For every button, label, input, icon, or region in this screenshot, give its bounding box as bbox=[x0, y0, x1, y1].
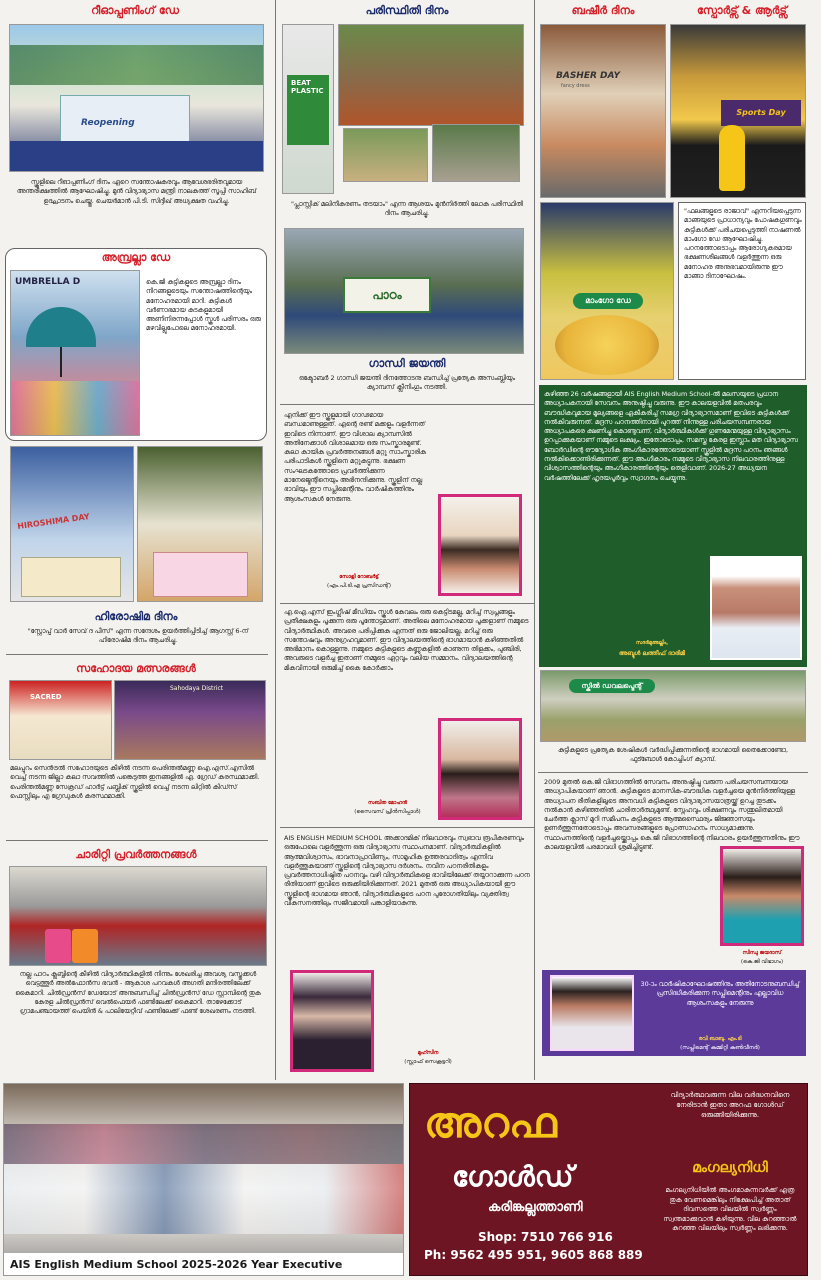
basheer-photo: BASHER DAY fancy dress bbox=[540, 24, 666, 198]
sahodaya-photo-2: Sahodaya District bbox=[114, 680, 266, 760]
sahodaya-text: മലപ്പുറം സെൻട്രൽ സഹോദയുടെ കീഴിൽ നടന്ന പെരിന്തൽമണ്ണ ഐ.എസ്.എസിൽ വെച്ച് നടന്ന ജില്ലാ കലാ സവത്തിൽ പങ്കെടുത്ത ഇനങ്ങളിൽ എ. ഗ്രേഡ് കരസ്ഥമാക്കി. പെരിന്തൽമണ്ണ സേക്രഡ് ഹാർട്ട് പബ്ലിക് സ്കൂളിൽ വെച്ച് നടന്ന ലിറ്റിൽ കിഡ്സ് ഫെസ്റ്റിലും എ ഗ്രേഡുകൾ കരസ്ഥമാക്കി. bbox=[10, 764, 260, 800]
ad-place: കരിങ്കല്ലത്താണി bbox=[488, 1200, 583, 1215]
environment-photo-2 bbox=[343, 128, 428, 182]
ravi-avatar bbox=[550, 975, 634, 1051]
umbrella-icon bbox=[26, 307, 96, 347]
basheer-heading: ബഷീർ ദിനം bbox=[571, 4, 635, 17]
sabitha-role: (സൈവസ് പ്രിൻസിപ്പാൾ) bbox=[354, 809, 421, 815]
arafa-gold-ad bbox=[409, 1083, 808, 1276]
soly-avatar bbox=[438, 494, 522, 596]
ad-shop-phone: Shop: 7510 766 916 bbox=[478, 1230, 613, 1244]
skill-photo bbox=[540, 670, 806, 742]
umbrella-heading: അമ്പ്രല്ലാ ഡേ bbox=[101, 251, 171, 264]
muhsina-message: AIS ENGLISH MEDIUM SCHOOL അക്കാദമിക് നിലവാരവും സ്വഭാവ രൂപീകരണവും ഒരുപോലെ വളർത്തുന്ന ഒരു വിദ്യാഭ്യാസ സ്ഥാപനമാണ്. വിദ്യാർത്ഥികളിൽ ആത്മവിശ്വാസം, ഭാവനാപ്രാവീണ്യം, സാമൂഹിക ഉത്തരവാദിത്വം എന്നിവ വളർത്തുകയാണ് സ്കൂളിന്റെ വിദ്യാഭ്യാസ ദർശനം. നവീന പഠനരീതികളും പ്രവർത്തനാധിഷ്ഠിത പഠനവും വഴി വിദ്യാർത്ഥികളെ ഭാവിയിലേക്ക് തയ്യാറാക്കുന്ന പഠന രീതിയാണ് ഇവിടെ ഒരുക്കിയിരിക്കുന്നത്. 2021 മുതൽ ഒരു അധ്യാപികയായി ഈ സ്കൂളിന്റെ ഭാഗമായ ഞാൻ, വിദ്യാർത്ഥികളുടെ പഠന പുരോഗതിയിലും വ്യക്തിത്വ വികസനത്തിലും സജീവമായി പങ്കാളിയാകുന്നു. bbox=[284, 834, 530, 907]
environment-text: "പ്ലാസ്റ്റിക് മലിനീകരണം തടയാം" എന്ന ആശയം മുൻനിർത്തി ലോക പരിസ്ഥിതി ദിനം ആചരിച്ചു. bbox=[290, 200, 524, 218]
gandhi-text: ഒക്ടോബർ 2 ഗാന്ധി ജയന്തി ദിനത്തോടനു ബന്ധിച്ച് പ്രത്യേക അസംബ്ലിയും ക്യാമ്പസ് ക്ലീനിംഗും നടത്തി. bbox=[298, 374, 516, 392]
hiroshima-photo-1: HIROSHIMA DAY bbox=[10, 446, 134, 602]
mango-heading: മാംഗോ ഡേ bbox=[573, 293, 643, 309]
reopening-heading: റീഓപ്പണിംഗ് ഡേ bbox=[91, 4, 179, 17]
soly-message: എനിക്ക് ഈ സ്കൂളുമായി ഗാഢമായ ബന്ധമാണുള്ളത്. എന്റെ രണ്ട് മക്കളും വളർന്നത് ഇവിടെ നിന്നാണ്. ഈ വിശാല ക്യാമ്പസിൽ അതിനേക്കാൾ വിശാലമായ ഒരു സംസ്കാരമുണ്ട്. കലാ കായിക പ്രവർത്തനങ്ങൾ മറ്റു സാംസ്കാരിക പരിപാടികൾ സ്കൂളിനെ മറ്റുകുട്ടുന്നു. ഭക്ഷണ സംഘടകത്തോടെ പ്രവർത്തിക്കുന്ന മാനേജ്മെന്റിനെയും അഭിനന്ദിക്കുന്നു. സ്കൂളിന് നല്ല ഭാവിയും ഈ സപ്ലിമെന്റിനും വാർഷികത്തിനും ആശംസകൾ നേരുന്നു. bbox=[284, 411, 427, 503]
ad-tagline: വിദ്യാർത്ഥവരുന്ന വില വർദ്ധനവിനെ നേരിടാൻ ഇതാ അറഫ ഗോൾഡ് ഒരുങ്ങിയിരിക്കുന്നു. bbox=[670, 1091, 790, 1120]
ad-gold: ഗോൾഡ് bbox=[452, 1160, 574, 1193]
sahodaya-photo-1: SACRED bbox=[9, 680, 112, 760]
executive-caption: AIS English Medium School 2025-2026 Year Executive bbox=[10, 1258, 343, 1271]
paatam-banner: പാഠം bbox=[343, 277, 431, 313]
principal-avatar bbox=[710, 556, 802, 660]
gandhi-heading: ഗാന്ധി ജയന്തി bbox=[368, 357, 446, 370]
gandhi-photo bbox=[284, 228, 524, 354]
charity-heading: ചാരിറ്റി പ്രവർത്തനങ്ങൾ bbox=[75, 848, 197, 861]
muhsina-avatar bbox=[290, 970, 374, 1072]
plastic-poster: BEAT PLASTIC bbox=[282, 24, 334, 194]
sports-arts-heading: സ്പോർട്സ് & ആർട്സ് bbox=[697, 4, 787, 17]
skill-heading: സ്കിൽ ഡവലപ്മെന്റ് bbox=[569, 679, 655, 693]
hiroshima-photo-2 bbox=[137, 446, 263, 602]
hiroshima-text: "സ്റ്റോപ്പ് വാർ സേവ് ദ പീസ്" എന്ന സന്ദേശം ഉയർത്തിപ്പിടിച്ച് ആഗസ്റ്റ് 6-ന് ഹിരോഷിമ ദിനം ആചരിച്ചു. bbox=[27, 627, 249, 645]
hiroshima-heading: ഹിരോഷിമ ദിനം bbox=[94, 610, 178, 623]
ad-phone: Ph: 9562 495 951, 9605 868 889 bbox=[424, 1248, 643, 1262]
reopening-banner: Reopening bbox=[60, 95, 190, 150]
ad-scheme-text: മംഗല്യനിധിയിൽ അംഗമാകുന്നവർക്ക് എത്ര തുക വേണമെങ്കിലും നിക്ഷേപിച്ച് അതാത് ദിവസത്തെ വിലയിൽ സ്വർണ്ണം സ്വന്തമാക്കുവാൻ കഴിയുന്നു. വില കുറഞ്ഞാൽ കുറഞ്ഞ വിലയിലും സ്വർണ്ണം ലഭിക്കുന്നു. bbox=[663, 1186, 797, 1233]
environment-photo-1 bbox=[338, 24, 524, 126]
sindhu-avatar bbox=[720, 846, 804, 946]
environment-heading: പരിസ്ഥിതി ദിനം bbox=[365, 4, 449, 17]
soly-role: (എം.പി.ടി.എ പ്രസിഡന്റ്) bbox=[326, 583, 392, 589]
umbrella-text: കെ.ജി കുട്ടികളുടെ അമ്പ്രല്ലാ ദിനം നിറങ്ങളുടെയും സന്തോഷത്തിന്റെയും മനോഹരമായി മാറി. കുട്ടികൾ വർണാഭമായ കുടകളുമായി അണിനിരന്നപ്പോൾ സ്കൂൾ പരിസരം ഒരു മഴവില്ലുപോലെ മനോഹരമായി. bbox=[146, 278, 261, 333]
muhsina-name: മുഹ്സിന bbox=[417, 1050, 439, 1056]
charity-text: നല്ല പാഠം ക്ലബ്ബിന്റെ കീഴിൽ വിദ്യാർത്ഥികളിൽ നിന്നും ശേഖരിച്ച അവശ്യ വസ്തുക്കൾ വെട്ടത്തൂർ അൽഫോൻസ ഭവൻ - ആകാശ പറവകൾ അഗതി മന്ദിരത്തിലേക്ക് കൈമാറി. ചിൽഡ്രൻസ് ഡേയോട് അനുബന്ധിച്ച് ചിൽഡ്രൻസ് ഡേ സ്റ്റാമ്പിന്റെ തുക കേരള ചിൽഡ്രൻസ് വെൽഫെയർ ഫണ്ടിലേക്ക് കൈമാറി. താഴേക്കോട് ഗ്രാമപഞ്ചായത്ത് പെയിൻ & പാലിയേറ്റീവ് ഫണ്ടിലേക്ക് ഫണ്ട് ശേഖരണം നടത്തി. bbox=[15, 970, 261, 1016]
sahodaya-heading: സഹോദയ മത്സരങ്ങൾ bbox=[76, 662, 196, 675]
mango-photo bbox=[540, 202, 674, 380]
ravi-role: (സപ്ലിമെന്റ് കമ്മിറ്റി കൺവീനർ) bbox=[680, 1045, 760, 1051]
ad-brand: അറഫ bbox=[424, 1098, 557, 1147]
sindhu-role: (കെ.ജി വിഭാഗം) bbox=[740, 959, 784, 965]
ravi-message: 30-ാം വാർഷികാഘോഷത്തിനും അതിനോടനുബന്ധിച്ച് പ്രസിദ്ധീകരിക്കുന്ന സപ്ലിമെന്റിനും എല്ലാവിധ ആശംസകളും നേരുന്നു bbox=[640, 980, 800, 1007]
sabitha-avatar bbox=[438, 718, 522, 820]
sabitha-name: സബിത മോഹൻ bbox=[367, 800, 408, 806]
ad-scheme-title: മംഗല്യനിധി bbox=[692, 1160, 768, 1176]
muhsina-role: (സ്റ്റാഫ് സെക്രട്ടറി) bbox=[404, 1059, 452, 1065]
sindhu-name: സിന്ധു ജയദാസ് bbox=[742, 950, 782, 956]
executive-group-photo bbox=[3, 1083, 404, 1276]
principal-name: അബ്ദുൾ ലത്തീഫ് ദാരിമി bbox=[619, 650, 685, 657]
principal-role: സദർമുഅല്ലിം, bbox=[635, 640, 669, 646]
reopening-text: സ്കൂളിലെ റീഓപ്പണിംഗ് ദിനം ഏറെ സന്തോഷകരവും ആവേശഭരിതവുമായ അന്തരീക്ഷത്തിൽ ആഘോഷിച്ചു. മുൻ വിദ്യാഭ്യാസ മന്ത്രി നാലകത്ത് സൂപ്പി സാഹിബ് ഉദ്ഘാടനം ചെയ്തു. ചെയർമാൻ പി.ടി. സിദ്ദീഖ് അധ്യക്ഷത വഹിച്ചു. bbox=[16, 178, 257, 205]
principal-text: കഴിഞ്ഞ 26 വർഷങ്ങളായി AIS English Medium School-ൽ മലസയുടെ പ്രധാന അധ്യാപകനായി സേവനം അനുഷ്ഠിച്ചു വരുന്നു. ഈ കാലയളവിൽ മതപരവും ബൗദ്ധികവുമായ മൂല്യങ്ങളെ ഏകീകരിച്ച് സമഗ്ര വിദ്യാഭ്യാസമാണ് ഇവിടെ കുട്ടികൾക്ക് നൽകിവരുന്നത്. മദ്രസ പഠനത്തിനായി പുറത്ത് നിന്നുള്ള പരിചയസമ്പന്നരായ അധ്യാപകരെ ക്ഷണിച്ചു കൊണ്ടുവന്ന്, വിദ്യാർത്ഥികൾക്ക് ഗുണമേന്മയുള്ള വിദ്യാഭ്യാസം ഉറപ്പാക്കുകയാണ് നമ്മുടെ ലക്ഷ്യം. ഇതോടൊപ്പം, സമസ്ത കേരള ഇസ്ലാം മത വിദ്യാഭ്യാസ ബോർഡിന്റെ ഔദ്യോഗിക അംഗീകാരത്തോടെയാണ് സ്കൂളിൽ മദ്രസ പഠനം ഞങ്ങൾ നൽകിക്കൊണ്ടിരിക്കുന്നത്. ഈ അംഗീകാരം നമ്മുടെ വിദ്യാഭ്യാസ നിലവാരത്തിനുള്ള വിശ്വാസത്തിന്റെയും അംഗീകാരത്തിന്റെയും തെളിവാണ്. 2026-27 അധ്യയന വർഷത്തിലേക്ക് ഹൃദയപൂർവ്വം സ്വാഗതം ചെയ്യുന്നു. bbox=[544, 390, 798, 482]
reopening-photo bbox=[9, 24, 264, 172]
environment-photo-3 bbox=[432, 124, 520, 182]
mango-text: "ഫലങ്ങളുടെ രാജാവ്" എന്നറിയപ്പെടുന്ന മാങ്ങയുടെ പ്രാധാന്യവും പോഷകഗുണവും കുട്ടികൾക്ക് പരിചയപ്പെടുത്തി നാഷണൽ മാംഗോ ഡേ ആഘോഷിച്ചു. പഠനത്തോടൊപ്പം ആരോഗ്യകരമായ ഭക്ഷണശീലങ്ങൾ വളർത്തുന്ന ഒരു മനോഹര അനുഭവമായിരുന്നു ഈ മാങ്ങാ ദിനാഘോഷം. bbox=[684, 207, 802, 280]
umbrella-photo: UMBRELLA D bbox=[10, 270, 140, 436]
sports-arts-photo: Sports Day bbox=[670, 24, 806, 198]
soly-name: സോളി റോബർട്ട് bbox=[339, 574, 379, 580]
ravi-name: രവി ബാബു. എം.ടി bbox=[698, 1036, 742, 1042]
skill-text: കുട്ടികളുടെ പ്രത്യേക ശേഷികൾ വർദ്ധിപ്പിക്കുന്നതിന്റെ ഭാഗമായി തൈക്കോണ്ടോ, ഫുട്ബോൾ കോച്ചിംഗ് ക്യാമ്പ്. bbox=[557, 746, 789, 764]
sindhu-message: 2009 മുതൽ കെ.ജി വിഭാഗത്തിൽ സേവനം അനുഷ്ഠിച്ചു വരുന്ന പരിചയസമ്പന്നയായ അധ്യാപികയാണ് ഞാൻ. കുട്ടികളുടെ മാനസിക-ബൗദ്ധിക വളർച്ചയെ മുൻനിർത്തിയുള്ള അധ്യാപന രീതികളിലൂടെ അനവധി കുട്ടികളുടെ വിദ്യാഭ്യാസയാത്രയ്ക്ക് ഉറച്ച തുടക്കം നൽകാൻ കഴിഞ്ഞതിൽ ചാരിതാർത്ഥ്യമുണ്ട്. സ്നേഹവും ശിക്ഷണവും സന്തുലിതമായി ചേർത്ത ക്ലാസ് മുറി സമീപനം കുട്ടികളുടെ ആത്മസ്ഥൈര്യം ജിജ്ഞാസയും ഉണർത്തുന്നതോടൊപ്പം അവസരങ്ങളുടെ പ്രോത്സാഹനം സാധ്യമാക്കുന്നു. സ്ഥാപനത്തിന്റെ വളർച്ചയ്ക്കൊപ്പം കെ.ജി വിഭാഗത്തിന്റെ നിലവാരം ഉയർത്തുന്നതിനും ഈ കാലയളവിൽ പരമാവധി ശ്രമിച്ചിട്ടുണ്ട്. bbox=[544, 778, 800, 851]
charity-photo bbox=[9, 866, 267, 966]
sabitha-message: എ.ഐ.എസ് ഇംഗ്ലീഷ് മീഡിയം സ്കൂൾ കേവലം ഒരു കെട്ടിടമല്ല, മറിച്ച് സ്വപ്നങ്ങളും പ്രതീക്ഷകളും പൂക്കുന്ന ഒരു പൂന്തോട്ടമാണ്. അതിലെ മനോഹരമായ പൂക്കളാണ് നമ്മുടെ വിദ്യാർത്ഥികൾ. അവരെ പരിപ്പിക്കുക എന്നത് ഒരു ജോലിയല്ല, മറിച്ച് ഒരു സന്തോഷവും അനുഗ്രഹവുമാണ്. ഈ വിദ്യാലയത്തിന്റെ ഭാഗമായാൻ കഴിഞ്ഞതിൽ അഭിമാനം കൊള്ളുന്നു. നമ്മുടെ കുട്ടികളുടെ കണ്ണുകളിൽ കാണുന്ന തിളക്കം, പുഞ്ചിരി, അവരുടെ വളർച്ച ഇതാണ് നമ്മുടെ ഏറ്റവും വലിയ സമ്മാനം. വിദ്യാലയത്തിന്റെ മികവിനായി ഒരുമിച്ച് കൈ കോർക്കാം bbox=[284, 608, 529, 672]
